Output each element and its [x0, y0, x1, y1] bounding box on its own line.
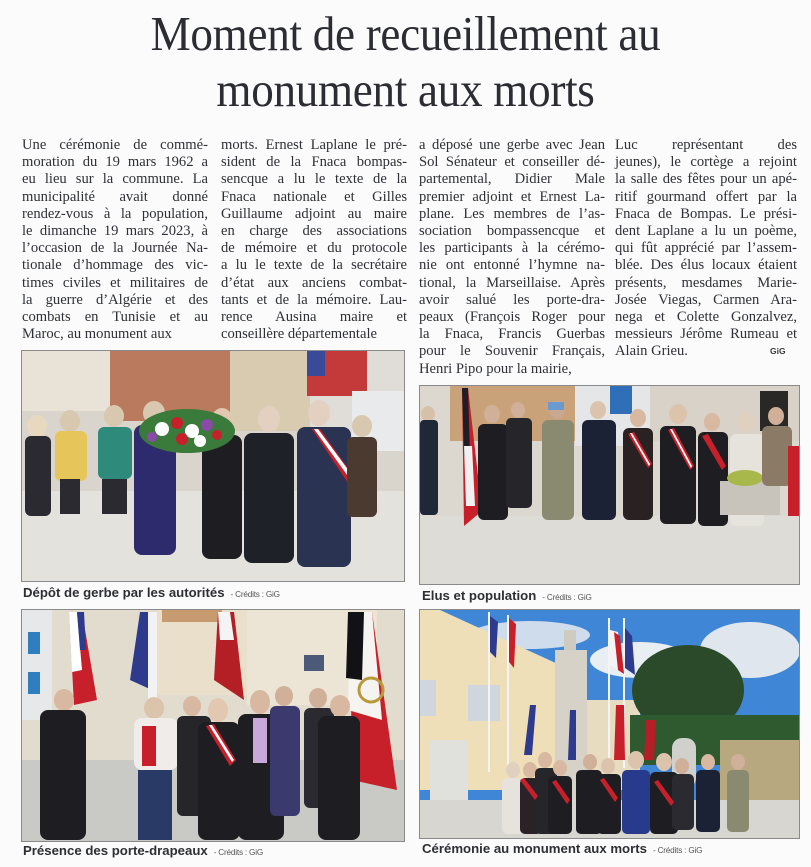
caption-title: Présence des porte-drapeaux: [23, 843, 208, 858]
author-signature: GiG: [770, 346, 786, 356]
article-column-4: [615, 137, 797, 361]
article-line: en charge des associations: [221, 223, 407, 240]
caption-war-memorial-ceremony: [422, 841, 702, 856]
headline-line-2: monument aux morts: [216, 62, 595, 117]
caption-officials-population: [422, 588, 592, 603]
article-line: nie ont entonné l’hymne na-: [419, 257, 605, 274]
article-line: tional, la Marseillaise. Après: [419, 274, 605, 291]
article-line: rendez-vous à la population,: [22, 205, 208, 222]
article-line: a lu le texte de la secrétaire: [221, 257, 407, 274]
photo-credit: - Crédits : GiG: [230, 590, 280, 599]
caption-title: Cérémonie au monument aux morts: [422, 841, 647, 856]
article-line: ritif gourmand offert par la: [615, 188, 797, 205]
article-line: la Fnaca, Francis Guerbas: [419, 326, 605, 343]
photo-credit: - Crédits : GiG: [652, 846, 703, 855]
article-line: la guerre d’Algérie et des: [22, 291, 208, 308]
article-line: d’état aux anciens combat-: [221, 274, 407, 291]
photo-flag-bearers: [21, 609, 405, 842]
article-line: sencque a lu le texte de la: [221, 171, 407, 188]
article-line: Henri Pipo pour la mairie,: [419, 360, 572, 377]
article-line: eu lieu sur la commune. La: [22, 171, 208, 188]
article-line: combats en Tunisie et au: [22, 309, 208, 326]
article-line: Guillaume adjoint au maire: [221, 205, 407, 222]
article-line: partemental, Didier Male: [419, 171, 605, 188]
article-line: de mémoire et du protocole: [221, 240, 407, 257]
article-line: présents, mesdames Marie-: [615, 274, 797, 291]
article-line: morts. Ernest Laplane le pré-: [221, 137, 407, 153]
article-line: Alain Grieu.: [615, 343, 688, 360]
photo-wreath-laying-image: [22, 351, 404, 581]
article-line: rence Ausina maire et: [221, 309, 407, 326]
article-line: Fnaca de Bompas. Le prési-: [615, 205, 797, 222]
article-line: premier adjoint et Ernest La-: [419, 188, 605, 205]
article-line: les participants à la cérémo-: [419, 240, 605, 257]
article-line: moration du 19 mars 1962 a: [22, 154, 208, 171]
photo-war-memorial-ceremony-image: [420, 610, 799, 838]
article-line: blée. Des élus locaux étaient: [615, 257, 797, 274]
article-line: sociation bompassencque et: [419, 223, 605, 240]
article-column-1: [22, 137, 208, 343]
article-line: plane. Les membres de l’as-: [419, 205, 605, 222]
headline: [32, 6, 778, 118]
caption-title: Dépôt de gerbe par les autorités: [23, 585, 225, 600]
article-line: municipalité avait donné: [22, 188, 208, 205]
article-line: peaux (François Roger pour: [419, 309, 605, 326]
caption-flag-bearers: [23, 843, 263, 858]
article-column-2: [221, 137, 407, 343]
caption-title: Elus et population: [422, 588, 537, 603]
photo-flag-bearers-image: [22, 610, 404, 841]
article-line: Fnaca nationale et Gilles: [221, 188, 407, 205]
article-line: tionale d’hommage des vic-: [22, 257, 208, 274]
article-line: jeunes), le cortège a rejoint: [615, 154, 797, 171]
photo-wreath-laying: [21, 350, 405, 582]
article-line: Sol Sénateur et conseiller dé-: [419, 154, 605, 171]
article-line: nega et Colette Gonzalvez,: [615, 309, 797, 326]
article-line: pour le Souvenir Français,: [419, 343, 605, 360]
article-line: qui fût apprécié par l’assem-: [615, 240, 797, 257]
caption-wreath-laying: [23, 585, 280, 600]
article-column-3: [419, 137, 605, 378]
article-line: avoir salué les porte-dra-: [419, 291, 605, 308]
photo-officials-population: [419, 385, 800, 585]
photo-war-memorial-ceremony: [419, 609, 800, 839]
article-line: messieurs Jérôme Rumeau et: [615, 326, 797, 343]
article-line: times civiles et militaires de: [22, 274, 208, 291]
article-line: la salle des fêtes pour un apé-: [615, 171, 797, 188]
photo-credit: - Crédits : GiG: [213, 848, 264, 857]
article-line: Une cérémonie de commé-: [22, 137, 208, 153]
article-line: Maroc, au monument aux: [22, 326, 172, 343]
article-line: tants et de la mémoire. Lau-: [221, 291, 407, 308]
article-line: Josée Viegas, Carmen Ara-: [615, 291, 797, 308]
article-line: le dimanche 19 mars 2023, à: [22, 223, 208, 240]
article-line: Luc représentant des: [615, 137, 797, 153]
article-line: a déposé une gerbe avec Jean: [419, 137, 605, 153]
headline-line-1: Moment de recueillement au: [150, 6, 661, 61]
photo-credit: - Crédits : GiG: [542, 593, 592, 602]
article-line: l’occasion de la Journée Na-: [22, 240, 208, 257]
article-line: sident de la Fnaca bompas-: [221, 154, 407, 171]
article-line: conseillère départementale: [221, 326, 377, 343]
article-line: dent Laplane a lu un poème,: [615, 223, 797, 240]
photo-officials-population-image: [420, 386, 799, 584]
